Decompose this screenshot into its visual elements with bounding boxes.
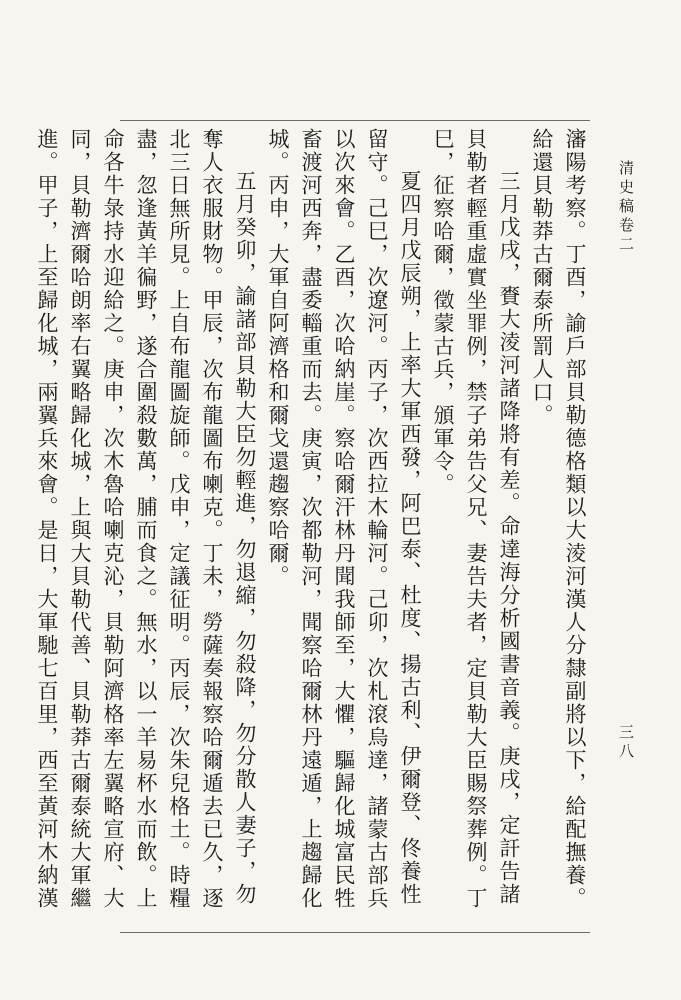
header-divider	[120, 120, 590, 121]
page-number: 三八	[617, 724, 635, 762]
footer-divider	[120, 932, 590, 933]
running-header-title: 清史稿卷二	[617, 160, 635, 255]
vertical-text-body	[30, 128, 591, 928]
paragraph-fifth-month: 五月癸卯，諭諸部貝勒大臣勿輕進，勿退縮，勿殺降，勿分散人妻子，勿奪人衣服財物。甲辰，次布龍圖布喇克。丁未，勞薩奏報察哈爾遁去已久，逐北三日無所見。上自布龍圖旋師。戊申，定議征明。丙辰，次朱兒格土。時糧盡，忽逢黃羊徧野，遂合圍殺數萬，脯而食之。無水，以一羊易杯水而飲。上命各牛彔持水迎給之。庚申，次木魯哈喇克沁，貝勒阿濟格率左翼略宣府、大同，貝勒濟爾哈朗率右翼略歸化城，上與大貝勒代善、貝勒莽古爾泰統大軍繼進。甲子，上至歸化城，兩翼兵來會。是日，大軍馳七百里，西至黃河木納漢	[35, 128, 257, 910]
paragraph-fourth-month: 夏四月戊辰朔，上率大軍西發，阿巴泰、杜度、揚古利、伊爾登、佟養性留守。己巳，次遼河。丙子，次西拉木輪河。己卯，次札滾烏達，諸蒙古部兵以次來會。乙酉，次哈納崖。察哈爾汗林丹聞我師至，大懼，驅歸化城富民牲畜渡河西奔，盡委輜重而去。庚寅，次都勒河，聞察哈爾林丹遠遁，上趨歸化城。丙申，大軍自阿濟格和爾戈還趨察哈爾。	[266, 128, 422, 910]
paragraph-continuation: 瀋陽考察。丁酉，諭戶部貝勒德格類以大淩河漢人分隸副將以下，給配撫養。給還貝勒莽古爾泰所罰人口。	[530, 128, 587, 910]
paragraph-third-month: 三月戊戌，賚大淩河諸降將有差。命達海分析國書音義。庚戌，定訐告諸貝勒者輕重虛實坐罪例，禁子弟告父兄、妻告夫者，定貝勒大臣賜祭葬例。丁巳，征察哈爾，徵蒙古兵，頒軍令。	[431, 128, 521, 910]
